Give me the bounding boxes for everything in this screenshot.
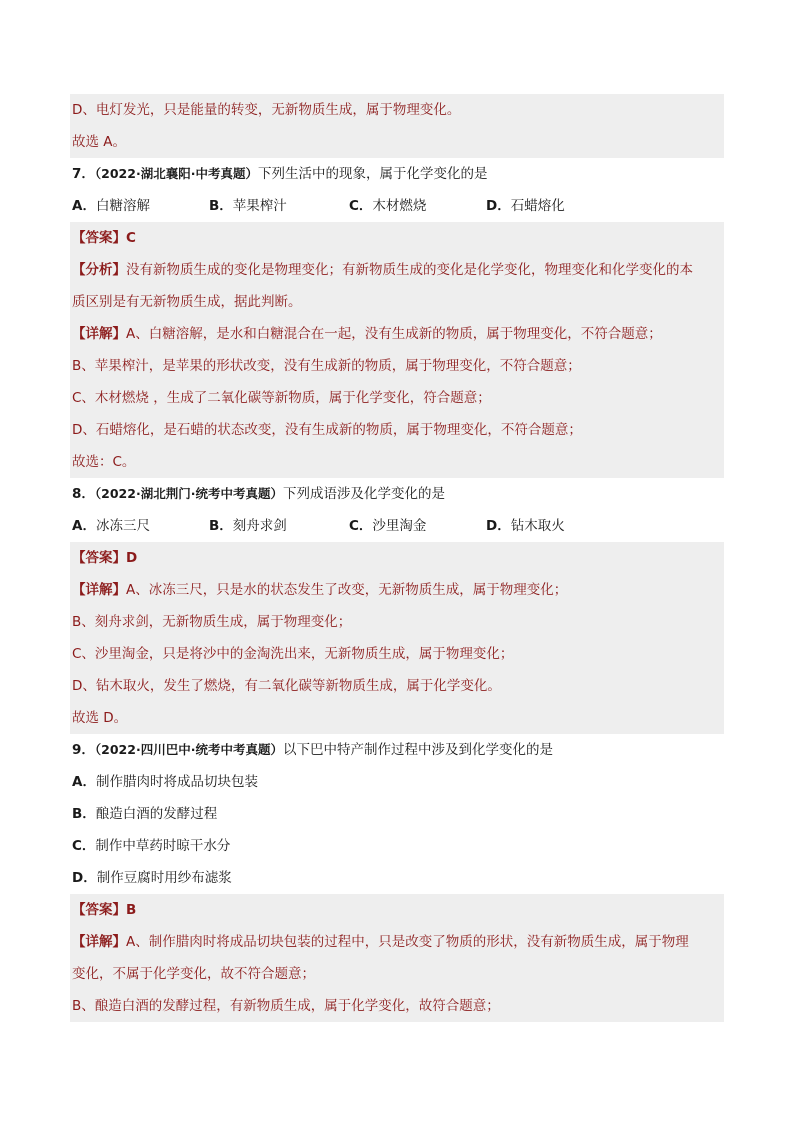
q7-answer — [70, 222, 724, 254]
q8-source: （2022·湖北荆门·统考中考真题） — [94, 486, 283, 501]
q8-detail-d: D、钻木取火，发生了燃烧，有二氧化碳等新物质生成，属于化学变化。 — [70, 670, 724, 702]
q9-stem — [70, 734, 724, 766]
answer-tag: 【答案】 — [72, 230, 126, 246]
q7-option-c: C．木材燃烧 — [349, 198, 427, 214]
analysis-tag: 【分析】 — [72, 262, 126, 278]
q7-number: 7． — [72, 166, 95, 182]
document-page — [70, 94, 724, 1022]
q8-choose: 故选 D。 — [70, 702, 724, 734]
q7-option-d: D．石蜡熔化 — [486, 198, 565, 214]
q9-stem-text: 以下巴中特产制作过程中涉及到化学变化的是 — [282, 742, 553, 758]
q8-answer — [70, 542, 724, 574]
q7-option-a: A．白糖溶解 — [72, 198, 150, 214]
q8-option-b: B．刻舟求剑 — [209, 518, 287, 534]
q7-answer-value: C — [126, 230, 136, 246]
q8-detail-a: 【详解】A、冰冻三尺，只是水的状态发生了改变，无新物质生成，属于物理变化； — [70, 574, 724, 606]
q7-option-b: B．苹果榨汁 — [209, 198, 287, 214]
q7-detail-a: 【详解】A、白糖溶解，是水和白糖混合在一起，没有生成新的物质，属于物理变化，不符合题意； — [70, 318, 724, 350]
detail-tag: 【详解】 — [72, 326, 126, 342]
prev-detail-d: D、电灯发光，只是能量的转变，无新物质生成，属于物理变化。 — [70, 94, 724, 126]
q7-detail-b: B、苹果榨汁，是苹果的形状改变，没有生成新的物质，属于物理变化，不符合题意； — [70, 350, 724, 382]
q7-options — [70, 190, 724, 222]
q8-detail-b: B、刻舟求剑，无新物质生成，属于物理变化； — [70, 606, 724, 638]
detail-tag: 【详解】 — [72, 934, 126, 950]
q7-stem-text: 下列生活中的现象，属于化学变化的是 — [257, 166, 488, 182]
answer-tag: 【答案】 — [72, 550, 126, 566]
q7-detail-c: C、木材燃烧 ，生成了二氧化碳等新物质，属于化学变化，符合题意； — [70, 382, 724, 414]
q8-option-c: C．沙里淘金 — [349, 518, 427, 534]
q9-option-a: A．制作腊肉时将成品切块包装 — [72, 774, 258, 790]
q8-options — [70, 510, 724, 542]
q8-stem — [70, 478, 724, 510]
q9-detail-b: B、酿造白酒的发酵过程，有新物质生成，属于化学变化，故符合题意； — [70, 990, 724, 1022]
q7-source: （2022·湖北襄阳·中考真题） — [94, 166, 258, 181]
q7-detail-d: D、石蜡熔化，是石蜡的状态改变，没有生成新的物质，属于物理变化，不符合题意； — [70, 414, 724, 446]
q9-option-d: D．制作豆腐时用纱布滤浆 — [72, 870, 232, 886]
q9-answer — [70, 894, 724, 926]
q9-number: 9． — [72, 742, 95, 758]
q7-analysis-line-2: 质区别是有无新物质生成，据此判断。 — [70, 286, 724, 318]
q9-detail-a-line-1: 【详解】A、制作腊肉时将成品切块包装的过程中，只是改变了物质的形状，没有新物质生成，属于物理 — [70, 926, 724, 958]
detail-tag: 【详解】 — [72, 582, 126, 598]
q7-choose: 故选：C。 — [70, 446, 724, 478]
q8-detail-c: C、沙里淘金，只是将沙中的金淘洗出来，无新物质生成，属于物理变化； — [70, 638, 724, 670]
q8-option-d: D．钻木取火 — [486, 518, 565, 534]
q9-source: （2022·四川巴中·统考中考真题） — [94, 742, 283, 757]
answer-tag: 【答案】 — [72, 902, 126, 918]
q8-answer-value: D — [126, 550, 138, 566]
q9-option-c: C．制作中草药时晾干水分 — [72, 838, 231, 854]
q9-detail-a-line-2: 变化，不属于化学变化，故不符合题意； — [70, 958, 724, 990]
q9-option-b: B．酿造白酒的发酵过程 — [72, 806, 218, 822]
q7-analysis-line-1: 【分析】没有新物质生成的变化是物理变化；有新物质生成的变化是化学变化，物理变化和化学变化的本 — [70, 254, 724, 286]
q8-number: 8． — [72, 486, 95, 502]
q9-answer-value: B — [126, 902, 137, 918]
q7-stem — [70, 158, 724, 190]
q8-stem-text: 下列成语涉及化学变化的是 — [282, 486, 445, 502]
q8-option-a: A．冰冻三尺 — [72, 518, 150, 534]
prev-choose: 故选 A。 — [70, 126, 724, 158]
